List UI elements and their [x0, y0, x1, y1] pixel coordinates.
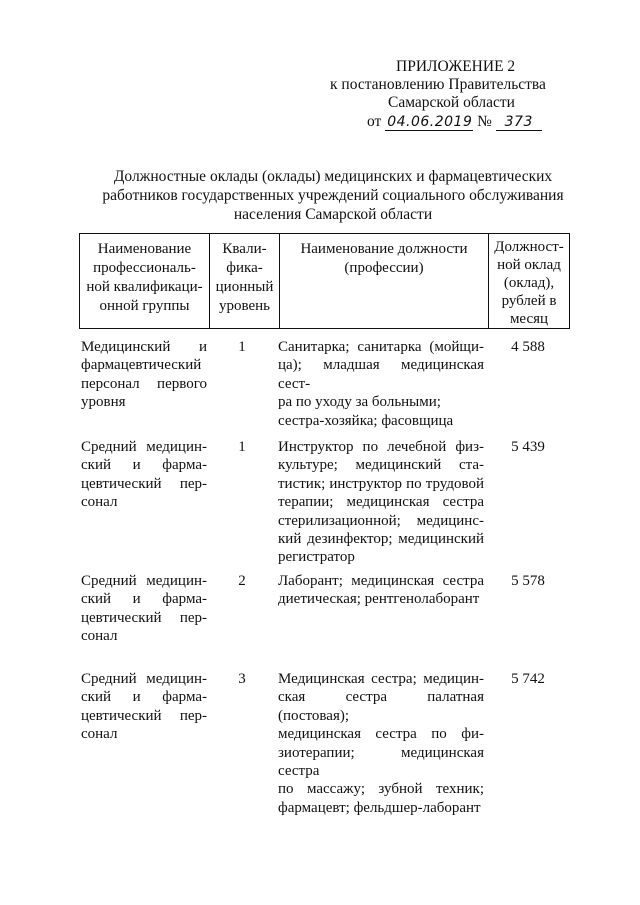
qualification-level: 2	[238, 573, 246, 589]
handwritten-date: 04.06.2019	[387, 114, 473, 130]
salary-value: 4 588	[511, 339, 545, 355]
title-line: Должностные оклады (оклады) медицинских и фармацевтических	[113, 168, 553, 185]
position-names: Инструктор по лечебной физ- культуре; медицинский ста- тистик; инструктор по трудовой терапии; медицинская сестра стерилизационной; медицинс- кий дезинфектор; медицинский регистратор	[278, 439, 484, 566]
header-position: Наименование должности (профессии)	[280, 234, 489, 329]
salary-value: 5 578	[511, 573, 545, 589]
table-header	[79, 233, 570, 329]
position-names: Медицинская сестра; медицин- ская сестра палатная (постовая); медицинская сестра по фи- зиотерапии; медицинская сестра по массажу; зубной техник; фармацевт; фельдшер-лаборант	[278, 671, 484, 816]
annex-region-line: Самарской области	[388, 94, 515, 111]
annex-date-line	[330, 113, 570, 131]
salary-value: 5 439	[511, 439, 545, 455]
document-title	[84, 167, 582, 224]
qualification-level: 3	[238, 671, 246, 687]
annex-resolution-line: к постановлению Правительства	[330, 76, 546, 93]
position-names: Лаборант; медицинская сестра диетическая; рентгенолаборант	[278, 573, 484, 608]
handwritten-number: 373	[496, 115, 542, 131]
number-prefix: №	[477, 113, 492, 130]
annex-block	[330, 58, 570, 131]
qualification-group: Средний медицин- ский и фарма- цевтический пер- сонал	[81, 573, 207, 645]
qualification-group: Медицинский и фармацевтический персонал первого уровня	[81, 339, 207, 411]
date-prefix: от	[367, 113, 382, 130]
header-group: Наименование профессиональ- ной квалификаци- онной группы	[80, 234, 210, 329]
title-line: населения Самарской области	[233, 206, 433, 223]
qualification-level: 1	[238, 339, 246, 355]
position-names: Санитарка; санитарка (мойщи- ца); младшая медицинская сест- ра по уходу за больными; сестра-хозяйка; фасовщица	[278, 339, 484, 429]
header-salary: Должност- ной оклад (оклад), рублей в месяц	[489, 234, 570, 329]
annex-title: ПРИЛОЖЕНИЕ 2	[396, 58, 516, 75]
salary-value: 5 742	[511, 671, 545, 687]
qualification-group: Средний медицин- ский и фарма- цевтический пер- сонал	[81, 439, 207, 511]
title-line: работников государственных учреждений социального обслуживания	[102, 187, 564, 204]
qualification-level: 1	[238, 439, 246, 455]
header-level: Квали- фика- ционный уровень	[210, 234, 280, 329]
qualification-group: Средний медицин- ский и фарма- цевтический пер- сонал	[81, 671, 207, 743]
